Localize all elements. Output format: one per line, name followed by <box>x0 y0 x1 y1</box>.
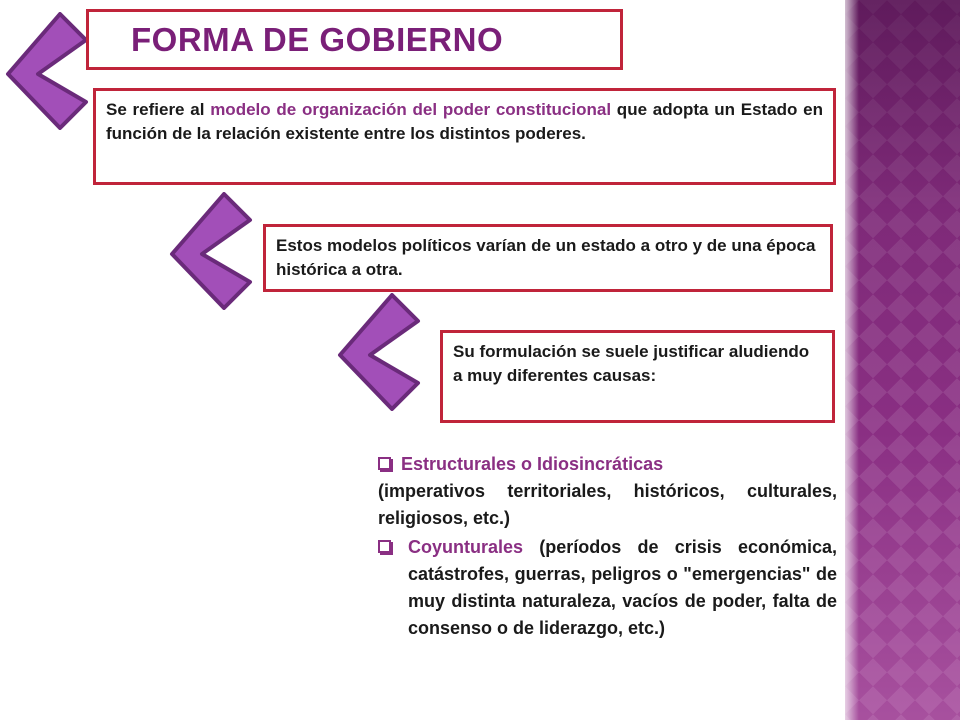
definition-suffix: que adopta un Estado en función de la relación existente entre los distintos poderes. <box>106 100 824 143</box>
definition-highlight: modelo de organización del poder constitucional <box>210 100 612 119</box>
chevron-arrow-icon-2 <box>166 192 264 310</box>
page-title: FORMA DE GOBIERNO <box>131 20 504 58</box>
title-box <box>86 9 623 70</box>
checkbox-bullet-icon <box>378 457 391 470</box>
cause-label: Estructurales o Idiosincráticas <box>401 454 664 474</box>
chevron-arrow-icon-3 <box>334 293 432 411</box>
justification-box <box>440 330 835 423</box>
variation-box <box>263 224 833 292</box>
cause-detail: (períodos de crisis económica, catástrofes, guerras, peligros o "emergencias" de muy distinta naturaleza, vacíos de poder, falta de consenso o de liderazgo, etc.) <box>408 537 837 638</box>
definition-prefix: Se refiere al <box>106 100 211 119</box>
variation-text: Estos modelos políticos varían de un estado a otro y de una época histórica a otra. <box>276 236 816 279</box>
list-item <box>378 451 837 532</box>
decorative-side-band <box>845 0 960 720</box>
cause-label: Coyunturales <box>408 537 524 557</box>
justification-text: Su formulación se suele justificar aludiendo a muy diferentes causas: <box>453 342 810 385</box>
list-item <box>378 534 837 642</box>
causes-list <box>378 451 837 642</box>
definition-box <box>93 88 836 185</box>
checkbox-bullet-icon <box>378 540 391 553</box>
cause-detail: (imperativos territoriales, históricos, culturales, religiosos, etc.) <box>378 481 837 528</box>
